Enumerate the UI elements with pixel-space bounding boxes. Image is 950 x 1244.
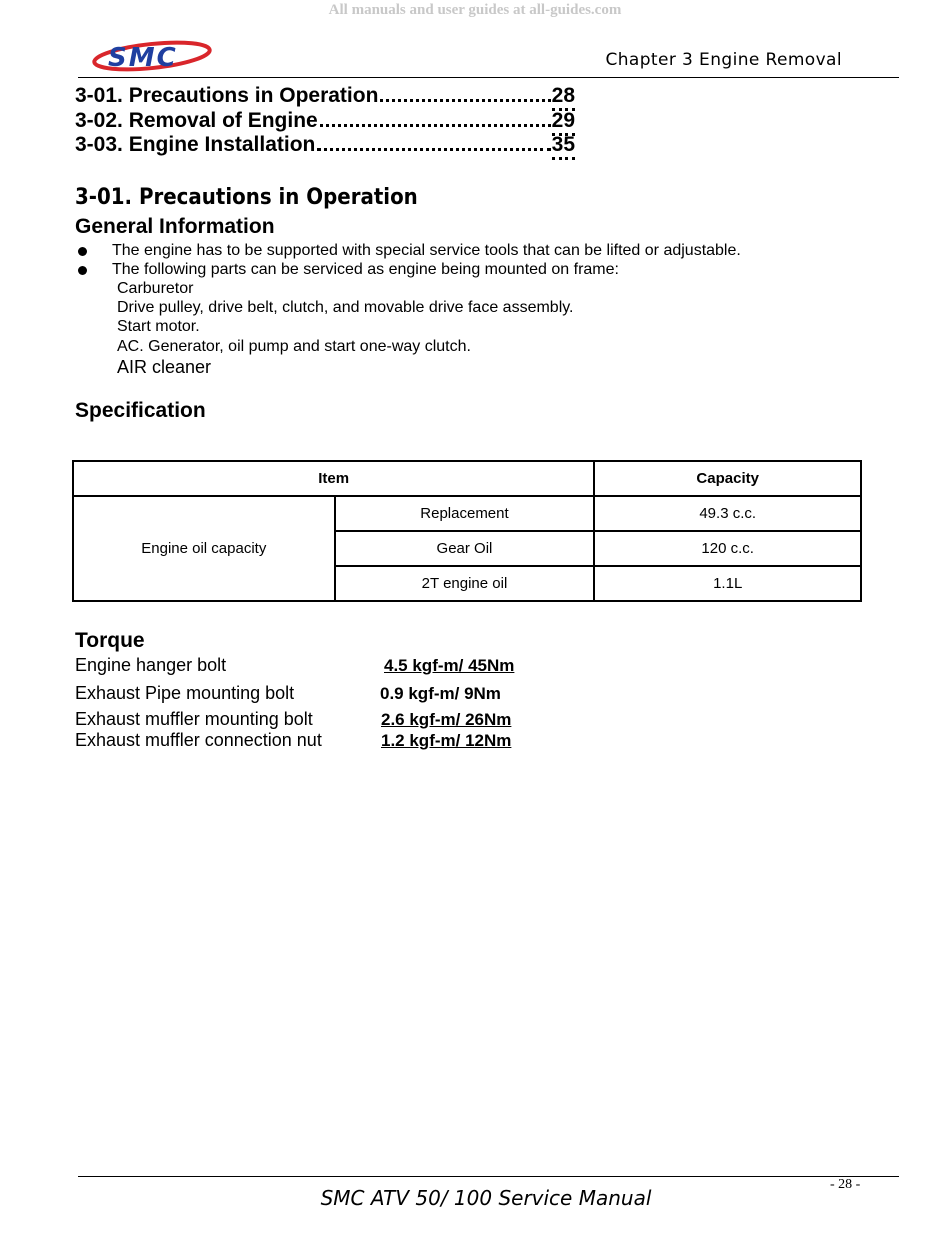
- watermark-text: All manuals and user guides at all-guides.com: [328, 2, 622, 18]
- serviceable-part: AIR cleaner: [117, 357, 212, 377]
- bullet-icon: [78, 266, 87, 275]
- toc-entry[interactable]: [75, 108, 575, 133]
- table-header-row: [73, 461, 861, 496]
- toc-entry-page: 28: [552, 84, 575, 111]
- table-of-contents: [75, 83, 575, 157]
- serviceable-part: AC. Generator, oil pump and start one-way clutch.: [117, 338, 471, 355]
- toc-entry-label: 3-01. Precautions in Operation: [75, 84, 379, 107]
- torque-label: Exhaust Pipe mounting bolt: [75, 683, 295, 703]
- toc-entry-page: 35: [552, 133, 575, 160]
- torque-value: 4.5 kgf-m/ 45Nm: [384, 656, 515, 675]
- header-capacity: Capacity: [594, 461, 861, 496]
- table-row: [73, 496, 861, 531]
- serviceable-part: Start motor.: [117, 318, 200, 335]
- serviceable-part: Carburetor: [117, 280, 194, 297]
- serviceable-part: Drive pulley, drive belt, clutch, and movable drive face assembly.: [117, 299, 574, 316]
- item-cell: 2T engine oil: [335, 566, 595, 601]
- bullet-text: The following parts can be serviced as engine being mounted on frame:: [112, 261, 619, 278]
- item-cell: Gear Oil: [335, 531, 595, 566]
- toc-entry[interactable]: [75, 132, 575, 157]
- chapter-title: Chapter 3 Engine Removal: [605, 50, 842, 70]
- manual-title: SMC ATV 50/ 100 Service Manual: [320, 1186, 652, 1210]
- svg-text:SMC: SMC: [108, 43, 178, 73]
- toc-entry-label: 3-03. Engine Installation: [75, 133, 316, 156]
- specification-heading: Specification: [75, 399, 206, 422]
- toc-entry-label: 3-02. Removal of Engine: [75, 108, 318, 132]
- capacity-cell: 49.3 c.c.: [594, 496, 861, 531]
- footer-divider: [78, 1176, 899, 1177]
- toc-entry-page: 29: [552, 109, 575, 136]
- toc-leader-dots: [320, 108, 551, 127]
- smc-logo: [90, 36, 216, 78]
- capacity-cell: 120 c.c.: [594, 531, 861, 566]
- general-information-heading: General Information: [75, 215, 275, 238]
- torque-value: 2.6 kgf-m/ 26Nm: [381, 710, 512, 729]
- capacity-cell: 1.1L: [594, 566, 861, 601]
- section-title: 3-01. Precautions in Operation: [75, 185, 418, 210]
- group-label-cell: Engine oil capacity: [73, 496, 335, 601]
- bullet-icon: [78, 247, 87, 256]
- toc-leader-dots: [317, 132, 550, 151]
- specification-table: [72, 460, 862, 602]
- header-item: Item: [73, 461, 594, 496]
- toc-leader-dots: [380, 83, 550, 102]
- torque-label: Exhaust muffler connection nut: [75, 730, 322, 750]
- page-number: - 28 -: [830, 1177, 861, 1192]
- torque-label: Engine hanger bolt: [75, 655, 227, 675]
- item-cell: Replacement: [335, 496, 595, 531]
- toc-entry[interactable]: [75, 83, 575, 108]
- torque-heading: Torque: [75, 629, 145, 652]
- bullet-text: The engine has to be supported with special service tools that can be lifted or adjustable.: [112, 242, 741, 259]
- torque-label: Exhaust muffler mounting bolt: [75, 709, 313, 729]
- header-divider: [78, 77, 899, 78]
- torque-value: 1.2 kgf-m/ 12Nm: [381, 731, 512, 750]
- torque-value: 0.9 kgf-m/ 9Nm: [380, 684, 501, 703]
